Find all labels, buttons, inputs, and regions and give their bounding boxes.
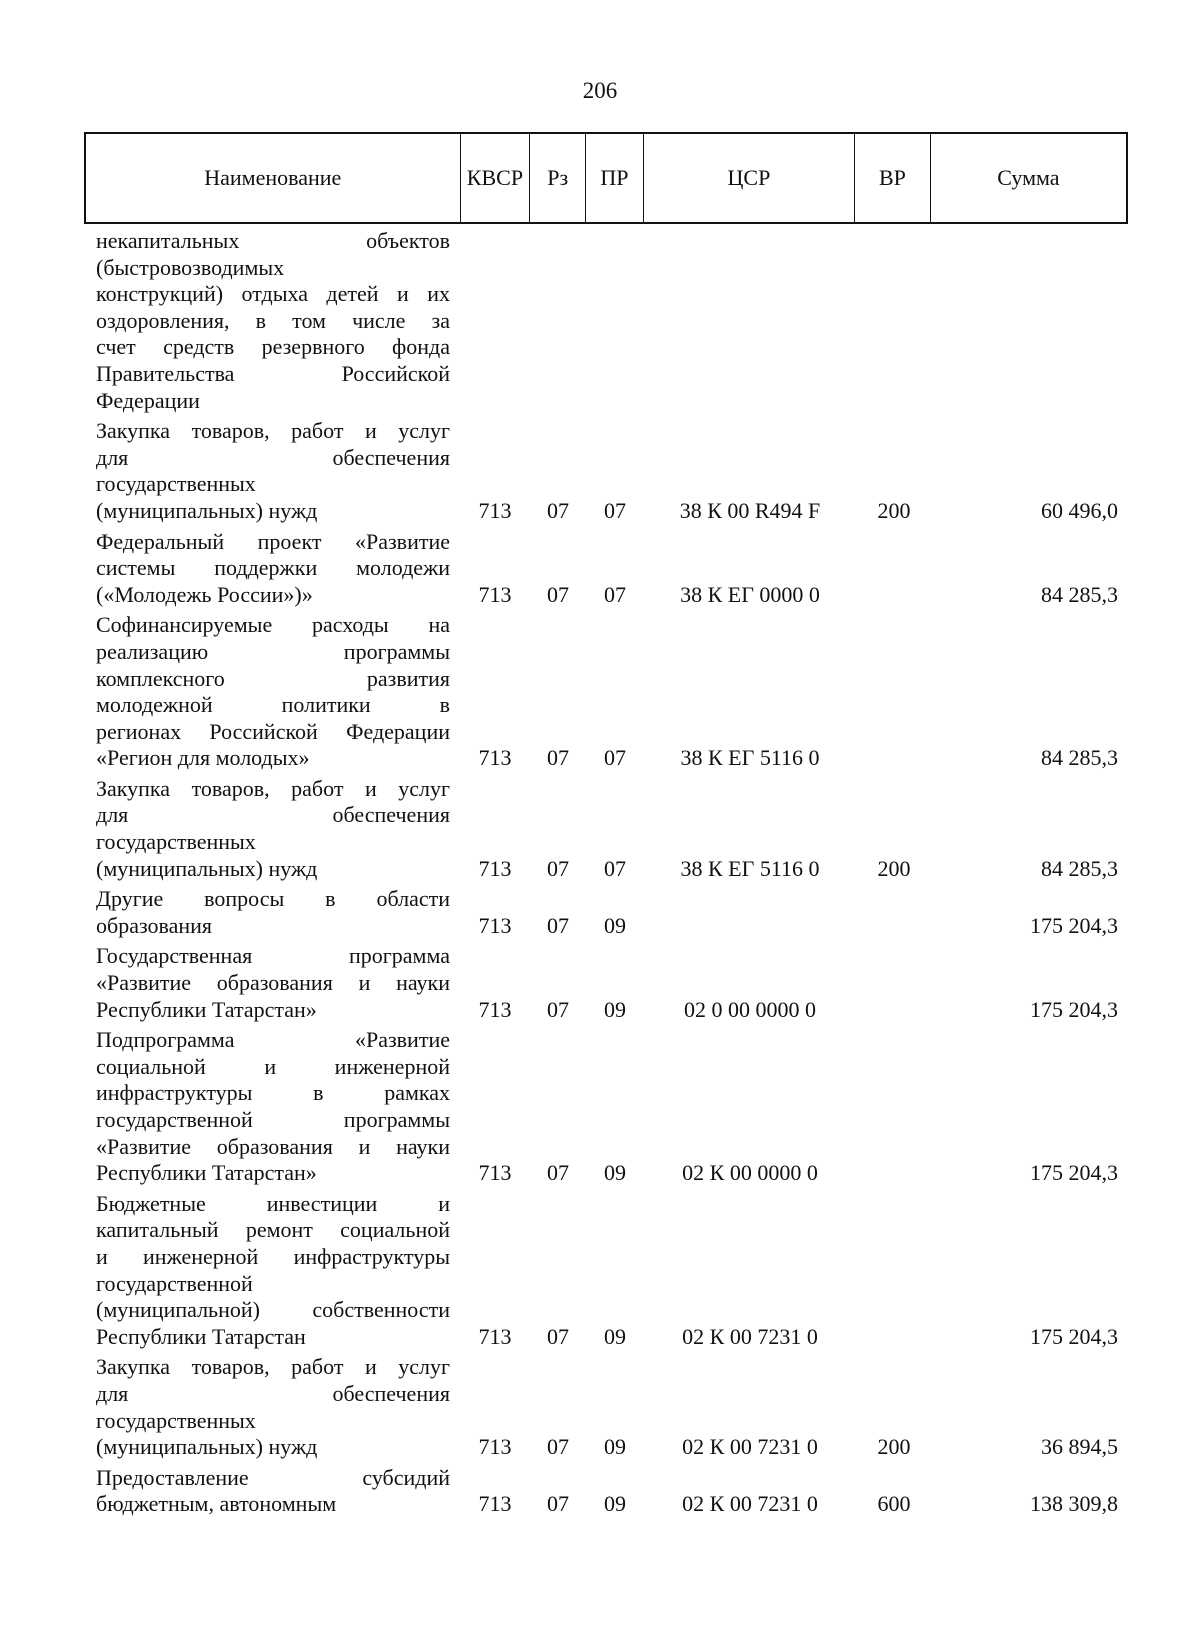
- cell-kvsr: 713: [478, 745, 512, 771]
- cell-pr: 07: [604, 581, 626, 607]
- cell-name-line: некапитальных объектов: [96, 228, 450, 253]
- cell-vr: 600: [877, 1491, 911, 1517]
- cell-name-line: (муниципальных) нужд: [96, 855, 318, 881]
- cell-name-line: Государственная программа: [96, 943, 450, 969]
- cell-name-line: («Молодежь России»)»: [96, 581, 313, 607]
- cell-kvsr: 713: [478, 497, 512, 523]
- cell-pr: 07: [604, 745, 626, 771]
- cell-sum: 175 204,3: [1030, 912, 1118, 938]
- header-kvsr: КВСР: [461, 134, 531, 222]
- cell-kvsr: 713: [478, 855, 512, 881]
- cell-name-line: оздоровления, в том числе за: [96, 307, 450, 333]
- table-row: [84, 1354, 1128, 1460]
- cell-name-line: (муниципальных) нужд: [96, 1434, 318, 1460]
- cell-name-line: Бюджетные инвестиции и: [96, 1190, 450, 1216]
- cell-name-line: Республики Татарстан»: [96, 1160, 317, 1186]
- table-body: [84, 228, 1128, 1518]
- header-rz: Рз: [530, 134, 586, 222]
- cell-name-line: Правительства Российской: [96, 360, 450, 386]
- cell-name-line: государственной программы: [96, 1107, 450, 1132]
- cell-kvsr: 713: [478, 1434, 512, 1460]
- cell-rz: 07: [547, 1434, 569, 1460]
- cell-name: [84, 1191, 460, 1351]
- cell-name: [84, 529, 460, 609]
- cell-vr: 200: [877, 855, 911, 881]
- table-row: [84, 529, 1128, 609]
- cell-name-line: Закупка товаров, работ и услуг: [96, 775, 450, 801]
- cell-sum: 175 204,3: [1030, 1323, 1118, 1349]
- table-row: [84, 943, 1128, 1023]
- cell-sum: 138 309,8: [1030, 1491, 1118, 1517]
- cell-name-line: государственной: [96, 1270, 253, 1296]
- cell-name-line: (муниципальных) нужд: [96, 497, 318, 523]
- cell-pr: 07: [604, 855, 626, 881]
- cell-name-line: «Развитие образования и науки: [96, 970, 450, 996]
- cell-sum: 84 285,3: [1041, 745, 1118, 771]
- table-row: [84, 1465, 1128, 1518]
- cell-name: [84, 1465, 460, 1518]
- cell-pr: 09: [604, 996, 626, 1022]
- cell-name-line: комплексного развития: [96, 665, 450, 691]
- cell-sum: 84 285,3: [1041, 855, 1118, 881]
- cell-name: [84, 228, 460, 414]
- cell-name-line: Федеральный проект «Развитие: [96, 528, 450, 554]
- cell-kvsr: 713: [478, 912, 512, 938]
- cell-name-line: для обеспечения: [96, 802, 450, 828]
- cell-rz: 07: [547, 1491, 569, 1517]
- table-row: [84, 776, 1128, 882]
- cell-name: [84, 776, 460, 882]
- cell-name-line: государственных: [96, 829, 256, 855]
- cell-name-line: государственных: [96, 471, 256, 497]
- header-csr: ЦСР: [644, 134, 855, 222]
- cell-name-line: Предоставление субсидий: [96, 1464, 450, 1490]
- cell-kvsr: 713: [478, 1160, 512, 1186]
- cell-name-line: государственных: [96, 1407, 256, 1433]
- cell-pr: 09: [604, 1160, 626, 1186]
- table-row: [84, 1027, 1128, 1187]
- cell-name-line: «Регион для молодых»: [96, 745, 310, 771]
- cell-name-line: Республики Татарстан»: [96, 996, 317, 1022]
- cell-rz: 07: [547, 745, 569, 771]
- cell-kvsr: 713: [478, 1323, 512, 1349]
- table-row: [84, 1191, 1128, 1351]
- cell-name-line: Федерации: [96, 387, 200, 413]
- page-number: 206: [582, 78, 618, 103]
- cell-vr: 200: [877, 1434, 911, 1460]
- cell-rz: 07: [547, 497, 569, 523]
- cell-name-line: регионах Российской Федерации: [96, 718, 450, 744]
- cell-name-line: для обеспечения: [96, 444, 450, 470]
- cell-csr: 38 К ЕГ 5116 0: [680, 745, 820, 771]
- cell-name: [84, 886, 460, 939]
- header-sum: Сумма: [997, 165, 1060, 190]
- table-row: [84, 886, 1128, 939]
- cell-name-line: социальной и инженерной: [96, 1053, 450, 1079]
- cell-name-line: счет средств резервного фонда: [96, 334, 450, 360]
- cell-sum: 36 894,5: [1041, 1434, 1118, 1460]
- cell-name: [84, 1027, 460, 1187]
- cell-kvsr: 713: [478, 581, 512, 607]
- cell-pr: 07: [604, 497, 626, 523]
- cell-csr: 38 К ЕГ 0000 0: [680, 581, 820, 607]
- cell-name: [84, 943, 460, 1023]
- cell-kvsr: 713: [478, 1491, 512, 1517]
- cell-csr: 38 К 00 R494 F: [679, 497, 821, 523]
- cell-name-line: Подпрограмма «Развитие: [96, 1027, 450, 1053]
- cell-name-line: Республики Татарстан: [96, 1323, 306, 1349]
- cell-name-line: (муниципальной) собственности: [96, 1297, 450, 1323]
- cell-pr: 09: [604, 1434, 626, 1460]
- cell-name-line: и инженерной инфраструктуры: [96, 1243, 450, 1269]
- table-row: [84, 418, 1128, 524]
- header-name: Наименование: [86, 134, 461, 222]
- cell-name-line: Софинансируемые расходы на: [96, 612, 450, 638]
- cell-name-line: молодежной политики в: [96, 692, 450, 718]
- cell-kvsr: 713: [478, 996, 512, 1022]
- cell-name: [84, 1354, 460, 1460]
- cell-name-line: Закупка товаров, работ и услуг: [96, 418, 450, 444]
- cell-sum: 60 496,0: [1041, 497, 1118, 523]
- cell-csr: 02 К 00 7231 0: [682, 1491, 818, 1517]
- cell-name-line: капитальный ремонт социальной: [96, 1217, 450, 1243]
- cell-rz: 07: [547, 996, 569, 1022]
- cell-csr: 02 0 00 0000 0: [684, 996, 816, 1022]
- cell-rz: 07: [547, 912, 569, 938]
- cell-rz: 07: [547, 1160, 569, 1186]
- cell-rz: 07: [547, 1323, 569, 1349]
- cell-name-line: Другие вопросы в области: [96, 886, 450, 912]
- table-row: [84, 228, 1128, 414]
- cell-rz: 07: [547, 581, 569, 607]
- cell-csr: 02 К 00 0000 0: [682, 1160, 818, 1186]
- cell-name-line: (быстровозводимых: [96, 254, 285, 280]
- table-header: [84, 132, 1128, 224]
- cell-name-line: реализацию программы: [96, 638, 450, 664]
- cell-name-line: бюджетным, автономным: [96, 1491, 337, 1517]
- cell-csr: 02 К 00 7231 0: [682, 1434, 818, 1460]
- cell-name-line: конструкций) отдыха детей и их: [96, 281, 450, 307]
- cell-sum: 175 204,3: [1030, 1160, 1118, 1186]
- cell-name: [84, 418, 460, 524]
- cell-name-line: инфраструктуры в рамках: [96, 1080, 450, 1106]
- cell-name-line: системы поддержки молодежи: [96, 555, 450, 581]
- cell-vr: 200: [877, 497, 911, 523]
- header-pr: ПР: [586, 134, 644, 222]
- table-row: [84, 612, 1128, 772]
- cell-pr: 09: [604, 1323, 626, 1349]
- cell-name-line: «Развитие образования и науки: [96, 1133, 450, 1159]
- header-vr: ВР: [855, 134, 931, 222]
- cell-csr: 38 К ЕГ 5116 0: [680, 855, 820, 881]
- cell-pr: 09: [604, 1491, 626, 1517]
- cell-name-line: для обеспечения: [96, 1380, 450, 1406]
- cell-rz: 07: [547, 855, 569, 881]
- cell-name-line: образования: [96, 912, 213, 938]
- cell-name-line: Закупка товаров, работ и услуг: [96, 1354, 450, 1380]
- cell-pr: 09: [604, 912, 626, 938]
- cell-sum: 84 285,3: [1041, 581, 1118, 607]
- cell-sum: 175 204,3: [1030, 996, 1118, 1022]
- cell-csr: 02 К 00 7231 0: [682, 1323, 818, 1349]
- cell-name: [84, 612, 460, 772]
